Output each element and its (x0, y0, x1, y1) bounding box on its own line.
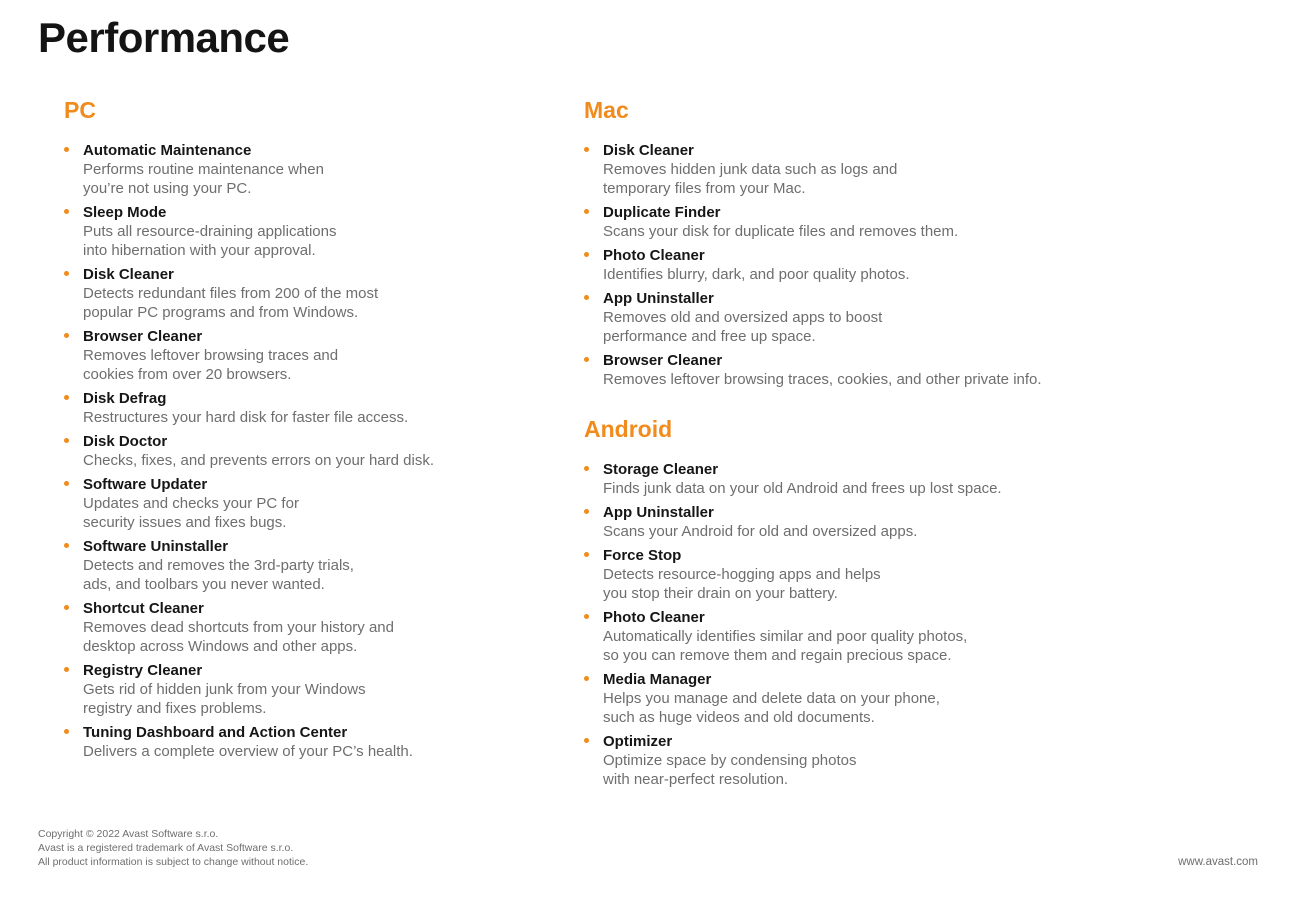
feature-item (64, 204, 534, 260)
bullet-icon (64, 605, 69, 610)
feature-item (584, 609, 1264, 665)
bullet-icon (584, 147, 589, 152)
bullet-icon (584, 357, 589, 362)
feature-item (64, 433, 534, 470)
feature-item (584, 733, 1264, 789)
mac-feature-list (584, 142, 1264, 395)
feature-description: Scans your Android for old and oversized apps. (603, 523, 918, 540)
feature-description: Removes leftover browsing traces and cookies from over 20 browsers. (83, 347, 339, 383)
feature-name: Disk Cleaner (603, 142, 694, 159)
android-feature-list (584, 461, 1264, 795)
page-title: Performance (38, 14, 290, 61)
feature-item (64, 142, 534, 198)
feature-item (584, 290, 1264, 346)
bullet-icon (584, 552, 589, 557)
feature-item (584, 504, 1264, 541)
feature-description: Automatically identifies similar and poor quality photos, so you can remove them and regain precious space. (603, 628, 968, 664)
feature-item (584, 204, 1264, 241)
notice-text: All product information is subject to change without notice. (38, 856, 309, 868)
feature-description: Detects resource-hogging apps and helps you stop their drain on your battery. (603, 566, 881, 602)
feature-name: Disk Doctor (83, 433, 168, 450)
bullet-icon (64, 438, 69, 443)
copyright-text: Copyright © 2022 Avast Software s.r.o. (38, 828, 219, 840)
feature-name: Photo Cleaner (603, 247, 705, 264)
feature-item (584, 671, 1264, 727)
feature-name: Disk Cleaner (83, 266, 174, 283)
feature-item (584, 547, 1264, 603)
footer (38, 827, 308, 869)
bullet-icon (64, 333, 69, 338)
feature-name: Sleep Mode (83, 204, 167, 221)
bullet-icon (64, 543, 69, 548)
feature-name: Browser Cleaner (83, 328, 203, 345)
feature-item (64, 662, 534, 718)
feature-description: Optimize space by condensing photos with near-perfect resolution. (603, 752, 857, 788)
bullet-icon (584, 209, 589, 214)
feature-item (64, 600, 534, 656)
feature-item (64, 538, 534, 594)
feature-name: App Uninstaller (603, 504, 714, 521)
website-link[interactable]: www.avast.com (1178, 856, 1258, 868)
feature-item (584, 142, 1264, 198)
feature-item (64, 266, 534, 322)
bullet-icon (584, 738, 589, 743)
feature-item (64, 390, 534, 427)
feature-item (64, 328, 534, 384)
feature-item (584, 352, 1264, 389)
feature-description: Restructures your hard disk for faster file access. (83, 409, 409, 426)
feature-item (584, 461, 1264, 498)
feature-name: Optimizer (603, 733, 673, 750)
feature-description: Performs routine maintenance when you’re not using your PC. (83, 161, 324, 197)
feature-name: Tuning Dashboard and Action Center (83, 724, 348, 741)
feature-description: Helps you manage and delete data on your phone, such as huge videos and old documents. (603, 690, 940, 726)
feature-description: Updates and checks your PC for security issues and fixes bugs. (83, 495, 299, 531)
feature-description: Removes dead shortcuts from your history and desktop across Windows and other apps. (83, 619, 394, 655)
bullet-icon (584, 252, 589, 257)
feature-name: Media Manager (603, 671, 712, 688)
bullet-icon (64, 395, 69, 400)
feature-description: Detects redundant files from 200 of the most popular PC programs and from Windows. (83, 285, 379, 321)
feature-name: Registry Cleaner (83, 662, 203, 679)
feature-name: App Uninstaller (603, 290, 714, 307)
pc-section-title: PC (64, 97, 96, 123)
bullet-icon (64, 729, 69, 734)
feature-name: Software Uninstaller (83, 538, 229, 555)
feature-description: Removes old and oversized apps to boost performance and free up space. (603, 309, 883, 345)
feature-description: Removes hidden junk data such as logs and temporary files from your Mac. (603, 161, 898, 197)
feature-description: Gets rid of hidden junk from your Windows registry and fixes problems. (83, 681, 366, 717)
bullet-icon (64, 271, 69, 276)
feature-name: Software Updater (83, 476, 208, 493)
feature-description: Checks, fixes, and prevents errors on your hard disk. (83, 452, 434, 469)
pc-feature-list (64, 142, 534, 767)
feature-name: Browser Cleaner (603, 352, 723, 369)
mac-section-title: Mac (584, 97, 629, 123)
bullet-icon (64, 667, 69, 672)
feature-description: Scans your disk for duplicate files and removes them. (603, 223, 959, 240)
feature-name: Disk Defrag (83, 390, 167, 407)
bullet-icon (584, 295, 589, 300)
feature-description: Puts all resource-draining applications into hibernation with your approval. (83, 223, 337, 259)
feature-item (64, 724, 534, 761)
bullet-icon (584, 466, 589, 471)
feature-description: Finds junk data on your old Android and frees up lost space. (603, 480, 1002, 497)
feature-name: Shortcut Cleaner (83, 600, 204, 617)
feature-name: Force Stop (603, 547, 682, 564)
feature-name: Photo Cleaner (603, 609, 705, 626)
feature-description: Detects and removes the 3rd-party trials, ads, and toolbars you never wanted. (83, 557, 354, 593)
bullet-icon (584, 509, 589, 514)
feature-description: Removes leftover browsing traces, cookies, and other private info. (603, 371, 1042, 388)
android-section-title: Android (584, 416, 673, 442)
feature-item (64, 476, 534, 532)
bullet-icon (64, 147, 69, 152)
trademark-text: Avast is a registered trademark of Avast Software s.r.o. (38, 842, 294, 854)
feature-name: Storage Cleaner (603, 461, 719, 478)
feature-description: Identifies blurry, dark, and poor quality photos. (603, 266, 910, 283)
feature-item (584, 247, 1264, 284)
bullet-icon (64, 209, 69, 214)
feature-name: Automatic Maintenance (83, 142, 252, 159)
bullet-icon (64, 481, 69, 486)
feature-description: Delivers a complete overview of your PC’s health. (83, 743, 413, 760)
bullet-icon (584, 614, 589, 619)
bullet-icon (584, 676, 589, 681)
feature-name: Duplicate Finder (603, 204, 721, 221)
